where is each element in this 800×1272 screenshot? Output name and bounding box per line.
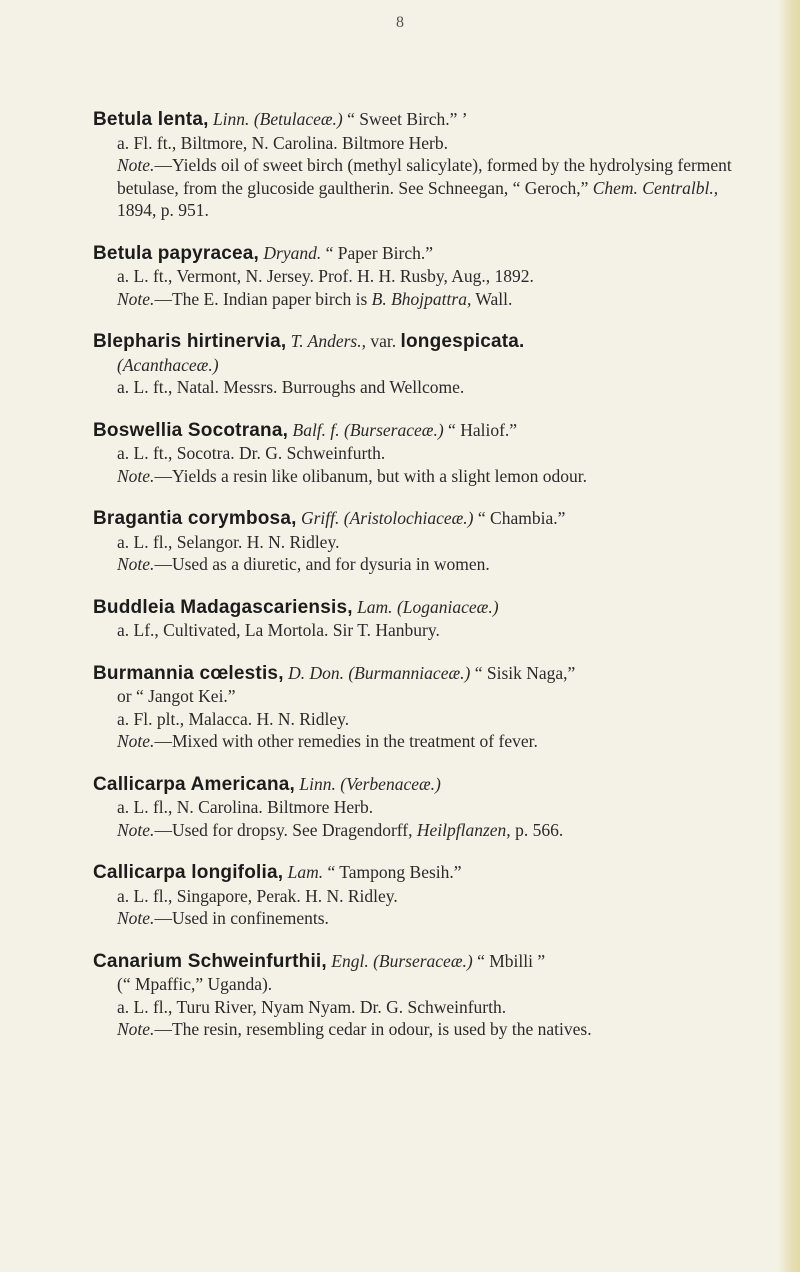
family: (Verbenaceæ.)	[340, 773, 441, 794]
entry-burmannia-coelestis	[93, 662, 733, 753]
species-name: Blepharis hirtinervia,	[93, 331, 287, 352]
common-name: “ Sisik Naga,”	[474, 662, 576, 683]
common-name-continued: (“ Mpaffic,” Uganda).	[117, 974, 273, 994]
note	[93, 730, 733, 753]
entry-heading	[93, 108, 733, 132]
note-label: Note.	[117, 155, 155, 175]
note-text: —The E. Indian paper birch is	[154, 288, 372, 309]
entry-heading	[93, 330, 733, 354]
note-text: —Yields oil of sweet birch (methyl salicylate), formed by the hydrolysing ferment betulase, from the glucoside gaultherin. See Schneegan, “ Geroch,”	[117, 155, 732, 198]
family: (Loganiaceæ.)	[396, 596, 499, 617]
note	[93, 907, 733, 930]
family: (Burseraceæ.)	[344, 419, 444, 440]
note	[93, 819, 733, 842]
entry-callicarpa-longifolia	[93, 861, 733, 930]
authority: T. Anders.,	[290, 331, 366, 351]
species-name: Callicarpa Americana,	[93, 773, 296, 795]
authority: Lam.	[357, 596, 393, 617]
note-text: —Used in confinements.	[154, 908, 329, 928]
note-tail: p. 566.	[510, 819, 564, 840]
entry-heading	[93, 419, 733, 443]
authority: Engl.	[331, 950, 369, 971]
note-tail: 1894, p. 951.	[117, 200, 209, 220]
note-text: —Used for dropsy. See Dragendorff,	[154, 819, 417, 840]
page-number: 8	[396, 14, 404, 31]
species-name: Canarium Schweinfurthii,	[93, 950, 327, 972]
note-label: Note.	[117, 819, 155, 840]
specimen: a. L. fl., Turu River, Nyam Nyam. Dr. G. Schweinfurth.	[117, 996, 507, 1017]
note-label: Note.	[117, 1019, 155, 1039]
family: (Burseraceæ.)	[373, 950, 473, 971]
entry-bragantia-corymbosa	[93, 507, 733, 576]
note	[93, 465, 733, 488]
common-name: “ Tampong Besih.”	[327, 862, 462, 882]
specimen: a. L. ft., Socotra. Dr. G. Schweinfurth.	[117, 443, 386, 463]
note-label: Note.	[117, 908, 155, 928]
species-name: Boswellia Socotrana,	[93, 419, 289, 441]
authority: D. Don.	[288, 662, 344, 683]
document-body	[93, 108, 733, 1061]
specimen: a. L. ft., Natal. Messrs. Burroughs and Wellcome.	[117, 377, 465, 397]
specimen: a. L. fl., Singapore, Perak. H. N. Ridley.	[117, 885, 398, 906]
authority: Linn.	[299, 773, 336, 794]
note-label: Note.	[117, 288, 155, 309]
common-name-continued: or “ Jangot Kei.”	[117, 686, 236, 706]
family: (Betulaceæ.)	[253, 109, 343, 129]
entry-betula-papyracea	[93, 242, 733, 311]
authority: Lam.	[287, 862, 324, 882]
note	[93, 1018, 733, 1041]
entry-canarium-schweinfurthii	[93, 950, 733, 1041]
species-name: Burmannia cœlestis,	[93, 662, 284, 684]
common-name: “ Sweet Birch.” ’	[347, 109, 468, 129]
common-name: “ Paper Birch.”	[325, 242, 434, 263]
note-label: Note.	[117, 554, 155, 574]
entry-betula-lenta	[93, 108, 733, 222]
entry-buddleia-madagascariensis	[93, 596, 733, 642]
common-name: “ Haliof.”	[448, 419, 518, 440]
note-text: —Yields a resin like olibanum, but with a slight lemon odour.	[154, 465, 588, 486]
note-text: —Mixed with other remedies in the treatment of fever.	[154, 731, 538, 751]
family: (Burmanniaceæ.)	[348, 662, 471, 683]
entry-heading	[93, 507, 733, 531]
authority: Dryand.	[263, 242, 322, 263]
entry-heading	[93, 596, 733, 620]
note-text: —Used as a diuretic, and for dysuria in women.	[154, 554, 490, 574]
note-label: Note.	[117, 465, 155, 486]
page-edge	[778, 0, 800, 1272]
entry-heading	[93, 861, 733, 885]
entry-heading	[93, 662, 733, 686]
note	[93, 553, 733, 576]
note-citation: Chem. Centralbl.,	[592, 177, 719, 198]
entry-heading	[93, 950, 733, 974]
specimen: a. L. fl., N. Carolina. Biltmore Herb.	[117, 797, 374, 817]
specimen: a. Lf., Cultivated, La Mortola. Sir T. Hanbury.	[117, 620, 440, 640]
note	[93, 154, 733, 222]
entry-boswellia-socotrana	[93, 419, 733, 488]
species-name: Bragantia corymbosa,	[93, 508, 297, 529]
species-name: Callicarpa longifolia,	[93, 862, 284, 883]
specimen: a. L. fl., Selangor. H. N. Ridley.	[117, 531, 340, 552]
note-citation: B. Bhojpattra,	[371, 288, 472, 309]
family: (Acanthaceæ.)	[117, 354, 219, 375]
species-name: Betula papyracea,	[93, 242, 260, 264]
authority: Griff.	[300, 508, 340, 528]
common-name: “ Mbilli ”	[477, 950, 546, 971]
entry-heading	[93, 242, 733, 266]
entry-blepharis-hirtinervia	[93, 330, 733, 399]
variety-name: longespicata.	[400, 331, 525, 352]
entry-heading	[93, 773, 733, 797]
entry-callicarpa-americana	[93, 773, 733, 842]
species-name: Betula lenta,	[93, 109, 209, 130]
note-label: Note.	[117, 731, 155, 751]
specimen: a. Fl. ft., Biltmore, N. Carolina. Biltmore Herb.	[117, 132, 448, 153]
note-text: —The resin, resembling cedar in odour, is used by the natives.	[154, 1019, 592, 1039]
species-name: Buddleia Madagascariensis,	[93, 596, 353, 618]
specimen: a. Fl. plt., Malacca. H. N. Ridley.	[117, 708, 350, 729]
variety-prefix: var.	[366, 331, 401, 351]
authority: Balf. f.	[292, 419, 340, 440]
authority: Linn.	[212, 109, 250, 129]
note	[93, 288, 733, 311]
family: (Aristolochiaceæ.)	[343, 508, 474, 528]
specimen: a. L. ft., Vermont, N. Jersey. Prof. H. H. Rusby, Aug., 1892.	[117, 266, 534, 286]
common-name: “ Chambia.”	[477, 508, 566, 528]
note-citation: Heilpflanzen,	[416, 819, 511, 840]
note-tail: Wall.	[471, 288, 513, 309]
